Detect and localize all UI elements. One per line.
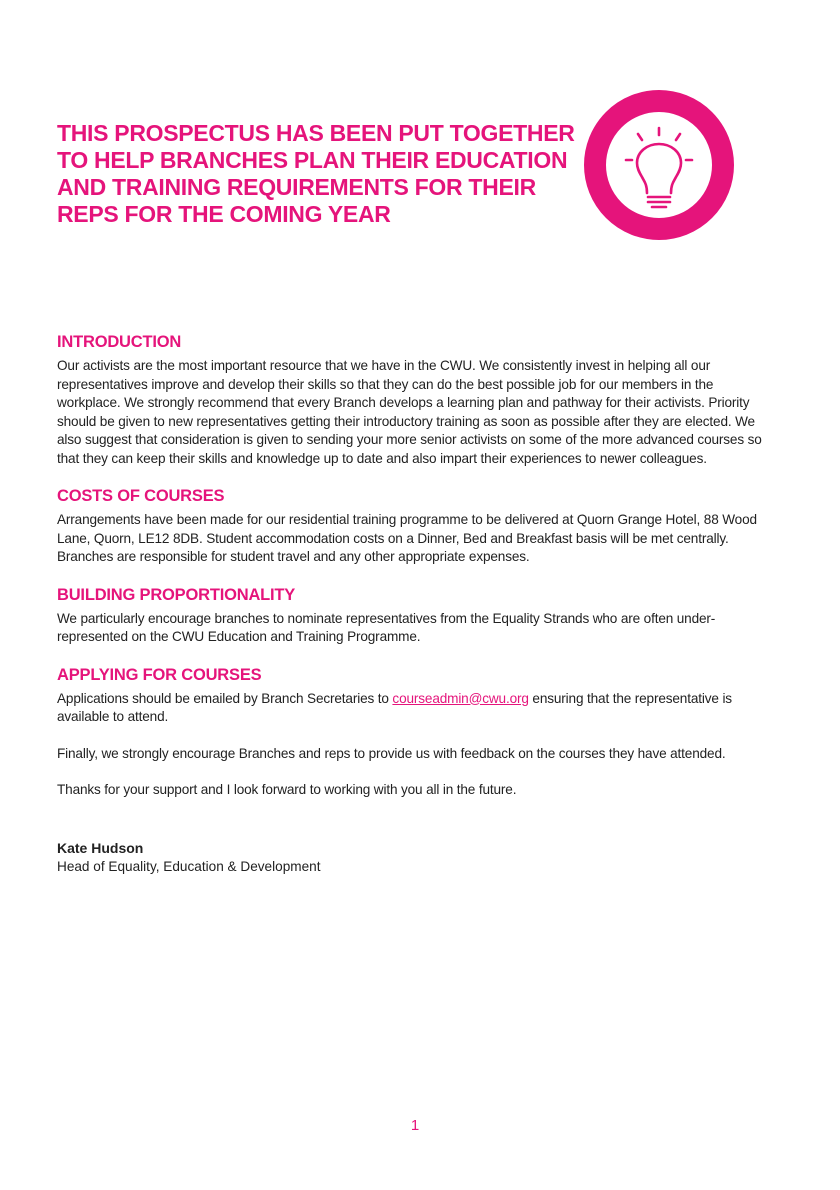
costs-body: Arrangements have been made for our residential training programme to be delivered at Quorn Grange Hotel, 88 Wood Lane, Quorn, LE12 8DB. Student accommodation costs on a Dinner, Bed and Breakfast basis will be met centrally. Branches are responsible for student travel and any other appropriate expenses. <box>57 512 757 564</box>
applying-text-after: ensuring that the representative is available to attend. <box>57 690 732 724</box>
thanks-paragraph: Thanks for your support and I look forward to working with you all in the future. <box>57 782 517 797</box>
body-content <box>57 332 777 876</box>
proportionality-heading: BUILDING PROPORTIONALITY <box>57 585 296 604</box>
headline-line: REPS FOR THE COMING YEAR <box>57 201 391 227</box>
headline-line: THIS PROSPECTUS HAS BEEN PUT TOGETHER <box>57 120 575 146</box>
page-number: 1 <box>410 1117 420 1134</box>
headline <box>57 120 577 228</box>
headline-line: AND TRAINING REQUIREMENTS FOR THEIR <box>57 174 536 200</box>
lightbulb-icon <box>626 128 692 207</box>
signature-title: Head of Equality, Education & Development <box>57 858 321 874</box>
courseadmin-email-link[interactable]: courseadmin@cwu.org <box>392 690 529 706</box>
applying-heading: APPLYING FOR COURSES <box>57 665 262 684</box>
introduction-heading: INTRODUCTION <box>57 333 182 351</box>
proportionality-body: We particularly encourage branches to nominate representatives from the Equality Strands who are often under-represented on the CWU Education and Training Programme. <box>57 610 716 644</box>
applying-body <box>57 690 777 727</box>
signature-name: Kate Hudson <box>57 839 144 856</box>
badge-ring <box>595 101 723 229</box>
introduction-body: Our activists are the most important resource that we have in the CWU. We consistently invest in helping all our representatives improve and develop their skills so that they can do the best possible job for our members in the workplace. We strongly recommend that every Branch develops a learning plan and pathway for their activists. Priority should be given to new representatives getting their introductory training as soon as possible after they are elected. We also suggest that consideration is given to sending your more senior activists on some of the more advanced courses so that they can keep their skills and knowledge up to date and also impart their experiences to newer colleagues. <box>57 358 762 466</box>
lightbulb-badge <box>584 90 734 240</box>
applying-text-before: Applications should be emailed by Branch Secretaries to <box>57 690 393 706</box>
feedback-paragraph: Finally, we strongly encourage Branches and reps to provide us with feedback on the courses they have attended. <box>57 745 726 761</box>
headline-line: TO HELP BRANCHES PLAN THEIR EDUCATION <box>57 147 568 173</box>
costs-heading: COSTS OF COURSES <box>57 487 225 505</box>
